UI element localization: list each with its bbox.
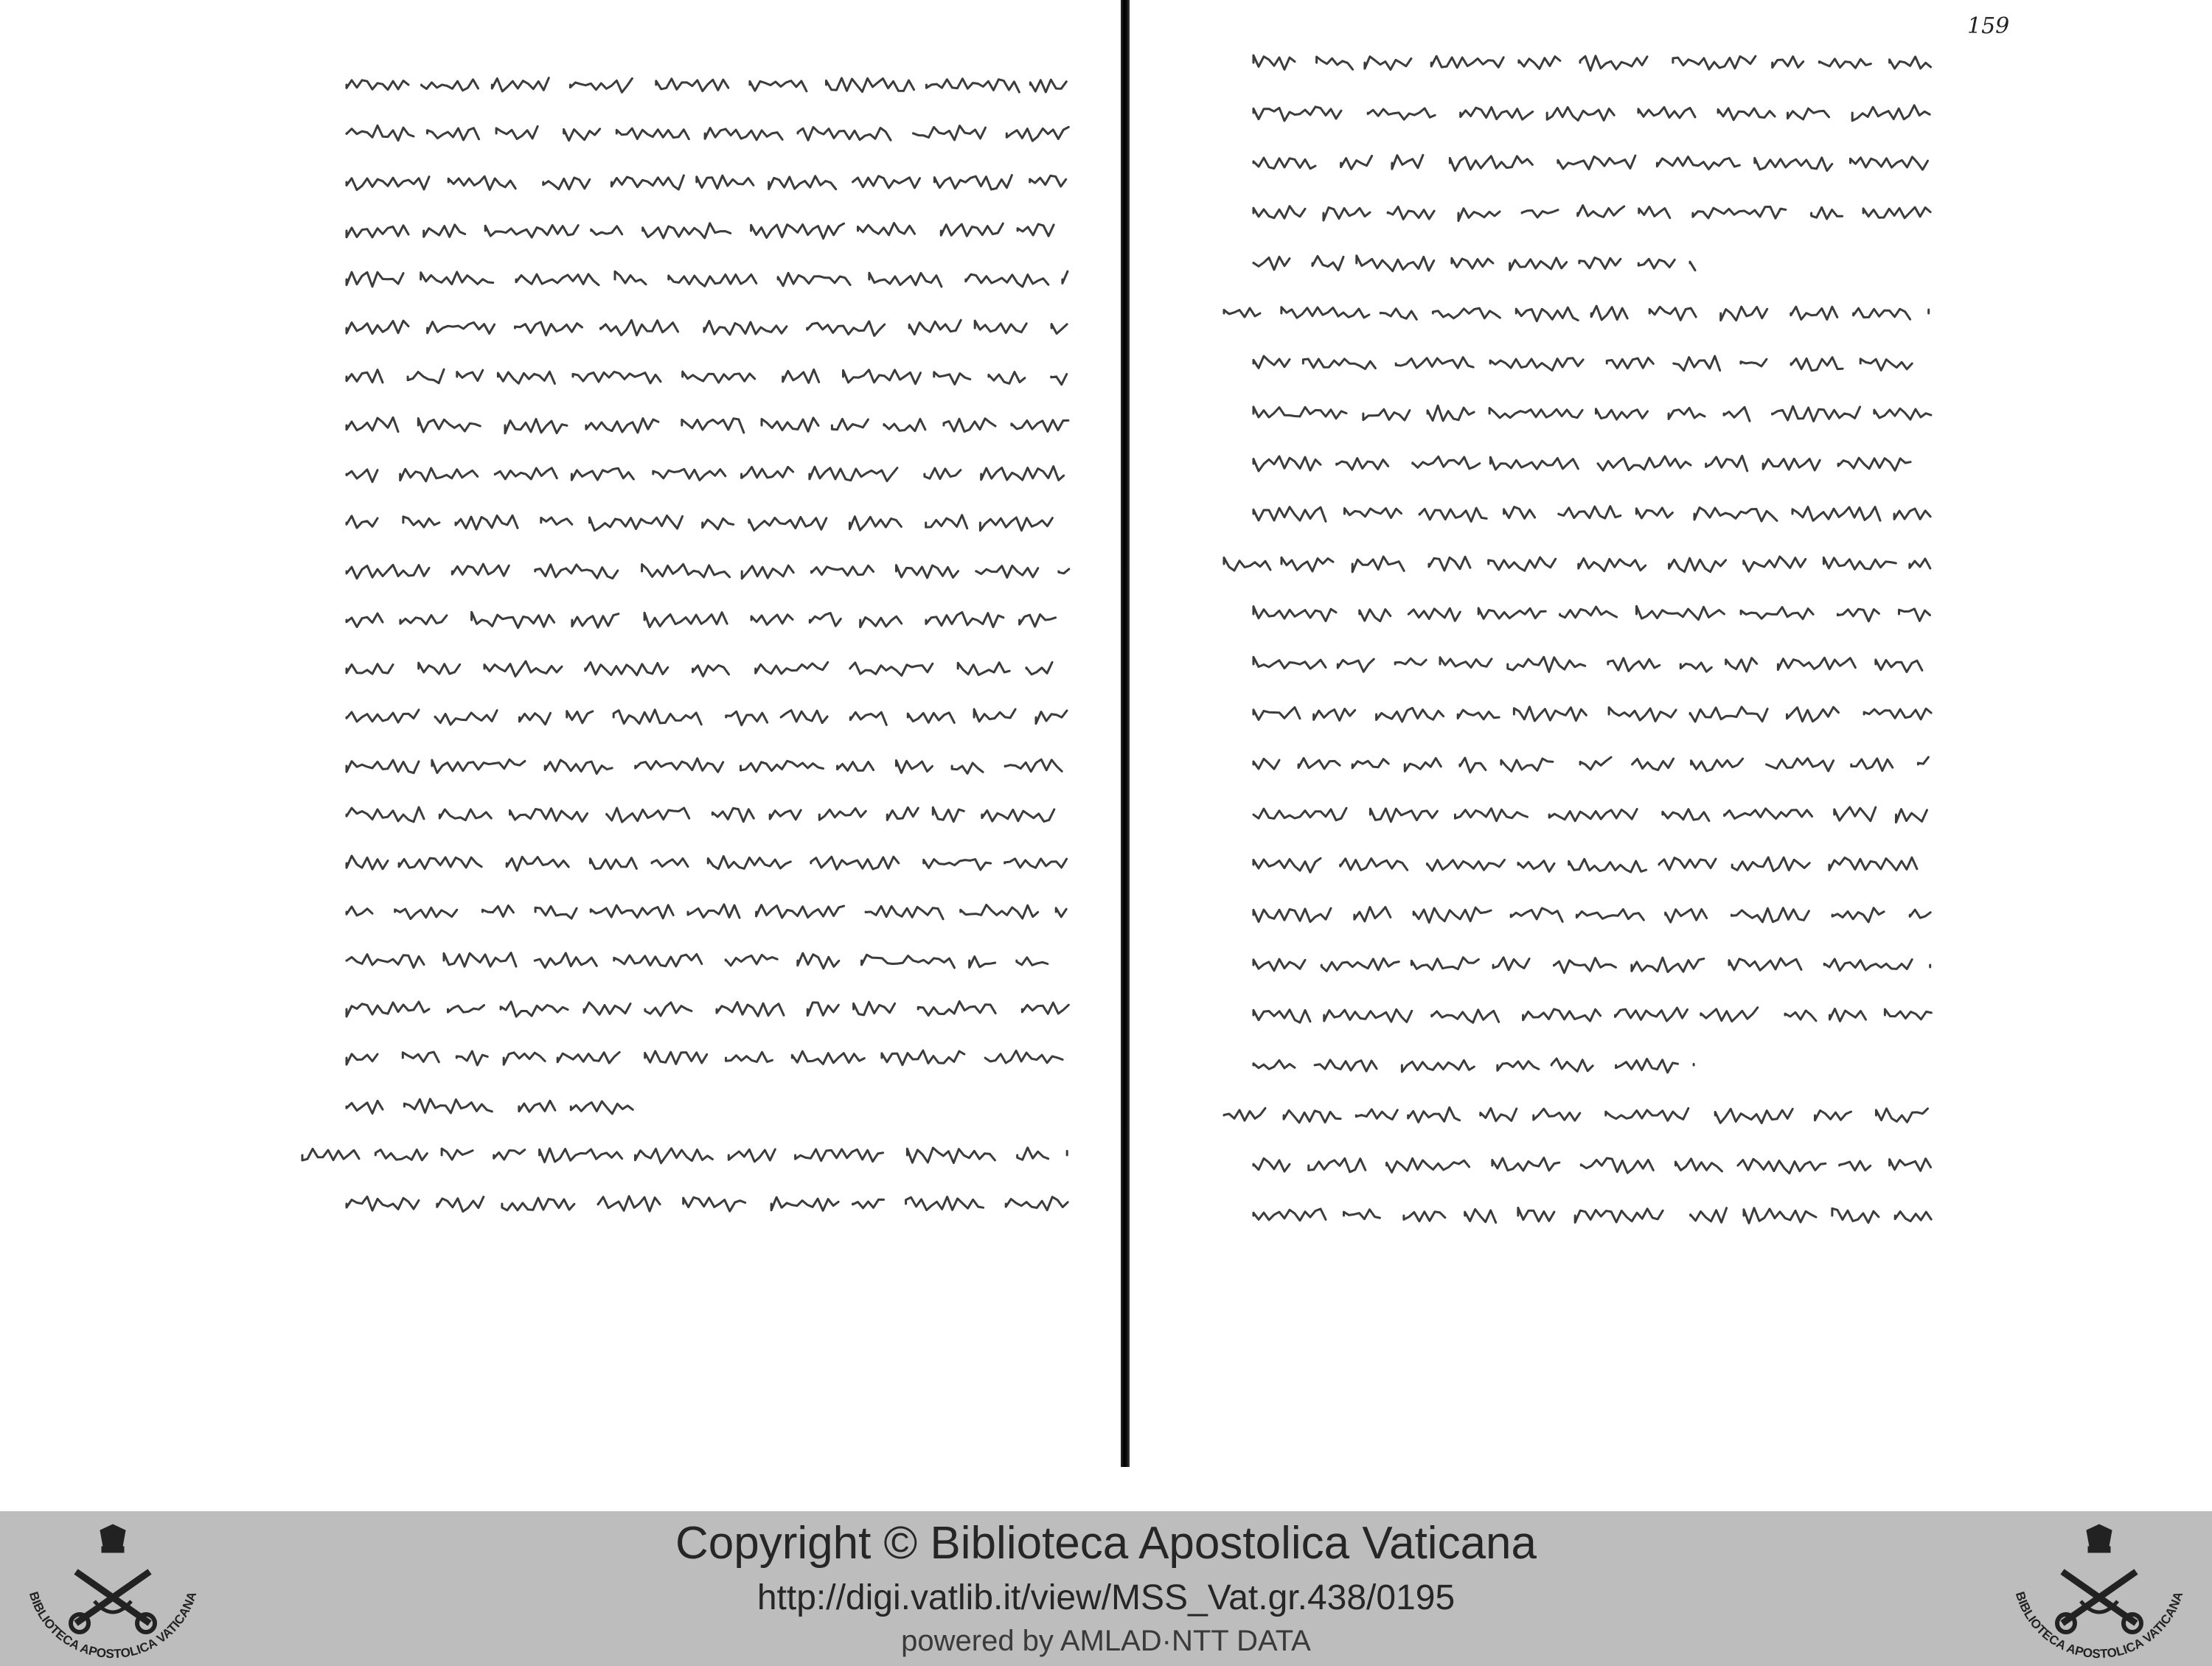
handwritten-line — [347, 125, 1068, 141]
handwritten-line — [1253, 405, 1931, 421]
handwritten-line — [347, 78, 1066, 93]
svg-text:BIBLIOTECA APOSTOLICA VATICANA: BIBLIOTECA APOSTOLICA VATICANA — [26, 1589, 200, 1660]
svg-text:BIBLIOTECA APOSTOLICA VATICANA: BIBLIOTECA APOSTOLICA VATICANA — [2012, 1589, 2186, 1660]
folio-number: 159 — [1967, 13, 2010, 39]
handwritten-line — [1253, 1008, 1931, 1023]
handwritten-line — [1253, 206, 1930, 221]
handwritten-line — [302, 1148, 1067, 1163]
handwritten-line — [347, 175, 1066, 190]
handwritten-line — [347, 1050, 1062, 1065]
handwritten-line — [347, 564, 1069, 579]
handwritten-line — [1253, 356, 1912, 371]
handwritten-line — [347, 369, 1067, 385]
handwritten-line — [347, 271, 1068, 287]
handwritten-line — [347, 1196, 1068, 1212]
handwritten-line — [1253, 506, 1930, 522]
handwritten-line — [1253, 657, 1922, 672]
powered-by-text: powered by AMLAD·NTT DATA — [901, 1625, 1311, 1657]
book-spine — [1121, 0, 1130, 1467]
source-url[interactable]: http://digi.vatlib.it/view/MSS_Vat.gr.438/0195 — [757, 1578, 1455, 1617]
handwritten-line — [1253, 1207, 1931, 1223]
handwritten-line — [1253, 456, 1910, 471]
handwritten-line — [1253, 807, 1927, 823]
handwritten-line — [1224, 557, 1930, 572]
handwritten-line — [347, 1001, 1068, 1017]
copyright-text: Copyright © Biblioteca Apostolica Vaticana — [675, 1518, 1537, 1569]
handwritten-line — [347, 223, 1054, 239]
handwritten-line — [1253, 55, 1931, 71]
handwritten-line — [1253, 907, 1930, 922]
handwritten-line — [1253, 707, 1931, 722]
handwritten-line — [1224, 1107, 1928, 1123]
vatican-library-seal-icon — [1992, 1520, 2206, 1660]
handwritten-line — [347, 905, 1066, 919]
handwritten-line — [347, 1099, 633, 1114]
handwritten-line — [347, 807, 1054, 822]
handwritten-line — [1253, 1158, 1931, 1174]
vatican-library-seal-icon — [6, 1520, 220, 1660]
handwritten-line — [1253, 155, 1928, 170]
handwritten-line — [347, 515, 1052, 531]
handwritten-line — [347, 661, 1052, 677]
handwritten-line — [1253, 256, 1695, 271]
handwritten-line — [1253, 1059, 1694, 1073]
handwritten-line — [1253, 958, 1930, 973]
handwritten-line — [347, 709, 1067, 725]
copyright-footer — [0, 1511, 2212, 1666]
handwritten-line — [1253, 105, 1930, 121]
handwritten-line — [1253, 606, 1930, 621]
handwritten-line — [347, 467, 1064, 482]
handwritten-line — [347, 320, 1067, 335]
handwritten-line — [347, 417, 1068, 433]
handwritten-line — [1253, 857, 1917, 872]
handwritten-line — [347, 759, 1062, 774]
handwritten-line — [1253, 757, 1928, 773]
handwritten-line — [347, 952, 1048, 968]
handwritten-line — [347, 856, 1067, 871]
handwritten-line — [347, 612, 1056, 628]
handwritten-line — [1224, 306, 1929, 321]
